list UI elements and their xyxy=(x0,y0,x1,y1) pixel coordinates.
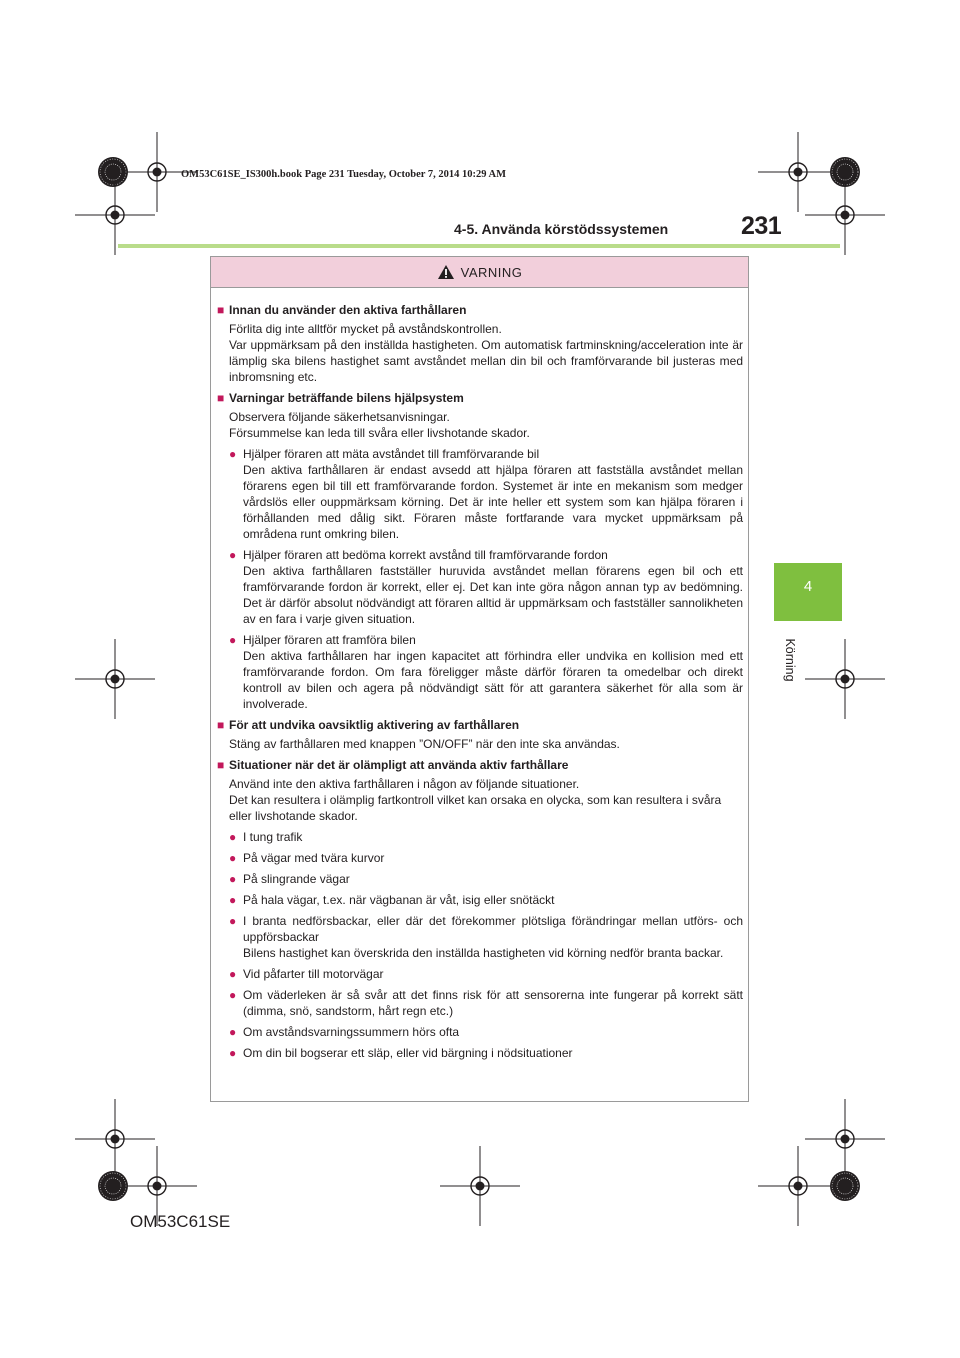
section-heading: Varningar beträffande bilens hjälpsystem xyxy=(229,391,464,405)
circle-bullet-icon: ● xyxy=(229,851,237,865)
circle-bullet-icon: ● xyxy=(229,893,237,907)
list-item-title: Hjälper föraren att mäta avståndet till framförvarande bil xyxy=(243,447,540,461)
file-stamp: OM53C61SE_IS300h.book Page 231 Tuesday, October 7, 2014 10:29 AM xyxy=(181,169,507,180)
section-heading: För att undvika oavsiktlig aktivering av farthållaren xyxy=(229,718,520,732)
circle-bullet-icon: ● xyxy=(229,447,237,461)
warning-section xyxy=(217,757,743,1061)
list-item-title: Vid påfarter till motorvägar xyxy=(243,967,384,981)
list-item-title: Om avståndsvarningssummern hörs ofta xyxy=(243,1025,460,1039)
warning-box xyxy=(210,256,749,1102)
list-item xyxy=(229,913,743,961)
list-item-text: Den aktiva farthållaren är endast avsedd att hjälpa föraren att fastställa avståndet mellan förarens egen bil till ett framförvarande fordon. Systemet är inte en mekanism som medger vårdslös eller ouppmärksam körning. Det är inte heller ett system som kan hjälpa föraren i förhållanden med dålig sikt. Föraren måste fortfarande vara mycket uppmärksam på områdena runt omkring bilen. xyxy=(243,463,743,541)
circle-bullet-icon: ● xyxy=(229,872,237,886)
square-bullet-icon: ■ xyxy=(217,391,225,405)
section-line: Observera följande säkerhetsanvisningar. xyxy=(229,410,450,424)
list-item xyxy=(229,632,743,712)
square-bullet-icon: ■ xyxy=(217,758,225,772)
list-item-title: Hjälper föraren att framföra bilen xyxy=(243,633,416,647)
list-item-text: Den aktiva farthållaren fastställer huruvida avståndet mellan förarens egen bil och ett framförvarande fordon är korrekt, eller ej. Det kan inte göra någon annan typ av bedömning. Det är därför absolut nödvändigt att föraren alltid är uppmärksam och fastställer sannolikheten av en fara i varje given situation. xyxy=(243,564,743,626)
list-item xyxy=(229,446,743,542)
list-item xyxy=(229,871,743,887)
section-line: Det kan resultera i olämplig fartkontroll vilket kan orsaka en olycka, som kan resultera i svåra eller livshotande skador. xyxy=(229,793,722,823)
list-item xyxy=(229,987,743,1019)
list-item-title: På slingrande vägar xyxy=(243,872,350,886)
list-item xyxy=(229,547,743,627)
chapter-tab-label: Körning xyxy=(783,638,797,682)
list-item-title: I tung trafik xyxy=(243,830,303,844)
chapter-title: 4-5. Använda körstödssystemen xyxy=(454,221,669,237)
circle-bullet-icon: ● xyxy=(229,914,237,928)
section-line: Försummelse kan leda till svåra eller livshotande skador. xyxy=(229,426,530,440)
section-line: Stäng av farthållaren med knappen ”ON/OFF” när den inte ska användas. xyxy=(229,737,620,751)
header-rule xyxy=(118,244,840,248)
list-item-title: I branta nedförsbackar, eller där det förekommer plötsliga förändringar mellan utförs- och uppförsbackar xyxy=(243,914,743,944)
warning-content xyxy=(217,302,743,1066)
list-item xyxy=(229,1045,743,1061)
warning-header xyxy=(211,257,748,288)
warning-title: VARNING xyxy=(460,264,523,280)
circle-bullet-icon: ● xyxy=(229,1025,237,1039)
list-item xyxy=(229,966,743,982)
list-item xyxy=(229,892,743,908)
circle-bullet-icon: ● xyxy=(229,988,237,1002)
warning-section xyxy=(217,302,743,385)
section-line: Förlita dig inte alltför mycket på avståndskontrollen. xyxy=(229,322,502,336)
list-item xyxy=(229,850,743,866)
list-item-title: På hala vägar, t.ex. när vägbanan är våt, isig eller snötäckt xyxy=(243,893,555,907)
list-item-title: På vägar med tvära kurvor xyxy=(243,851,385,865)
circle-bullet-icon: ● xyxy=(229,548,237,562)
list-item-title: Om din bil bogserar ett släp, eller vid bärgning i nödsituationer xyxy=(243,1046,573,1060)
circle-bullet-icon: ● xyxy=(229,830,237,844)
section-line: Använd inte den aktiva farthållaren i någon av följande situationer. xyxy=(229,777,580,791)
warning-section xyxy=(217,717,743,752)
list-item xyxy=(229,1024,743,1040)
warning-triangle-icon xyxy=(437,264,455,280)
section-line: Var uppmärksam på den inställda hastigheten. Om automatisk fartminskning/acceleration inte är lämplig ska bilens hastighet samt avståndet mellan din bil och framförvarande bil justeras med inbromsning etc. xyxy=(229,338,743,384)
section-heading: Innan du använder den aktiva farthållaren xyxy=(229,303,467,317)
chapter-tab-number: 4 xyxy=(803,578,813,595)
circle-bullet-icon: ● xyxy=(229,1046,237,1060)
list-item-text: Bilens hastighet kan överskrida den inställda hastigheten vid körning nedför branta backar. xyxy=(243,946,724,960)
list-item-title: Hjälper föraren att bedöma korrekt avstånd till framförvarande fordon xyxy=(243,548,608,562)
square-bullet-icon: ■ xyxy=(217,718,225,732)
page-number: 231 xyxy=(741,212,782,240)
section-heading: Situationer när det är olämpligt att använda aktiv farthållare xyxy=(229,758,569,772)
circle-bullet-icon: ● xyxy=(229,633,237,647)
footer-code: OM53C61SE xyxy=(130,1212,231,1231)
circle-bullet-icon: ● xyxy=(229,967,237,981)
warning-section xyxy=(217,390,743,712)
square-bullet-icon: ■ xyxy=(217,303,225,317)
list-item-text: Den aktiva farthållaren har ingen kapacitet att förhindra eller undvika en kollision med ett framförvarande fordon. Om fara föreligger måste därför föraren ta omedelbar och direkt kontroll av bilen och agera på nödvändigt sätt för att garantera säkerhet för alla som är involverade. xyxy=(243,649,743,711)
list-item-title: Om väderleken är så svår att det finns risk för att sensorerna inte fungerar på korrekt sätt (dimma, snö, sandstorm, hårt regn etc.) xyxy=(243,988,743,1018)
list-item xyxy=(229,829,743,845)
